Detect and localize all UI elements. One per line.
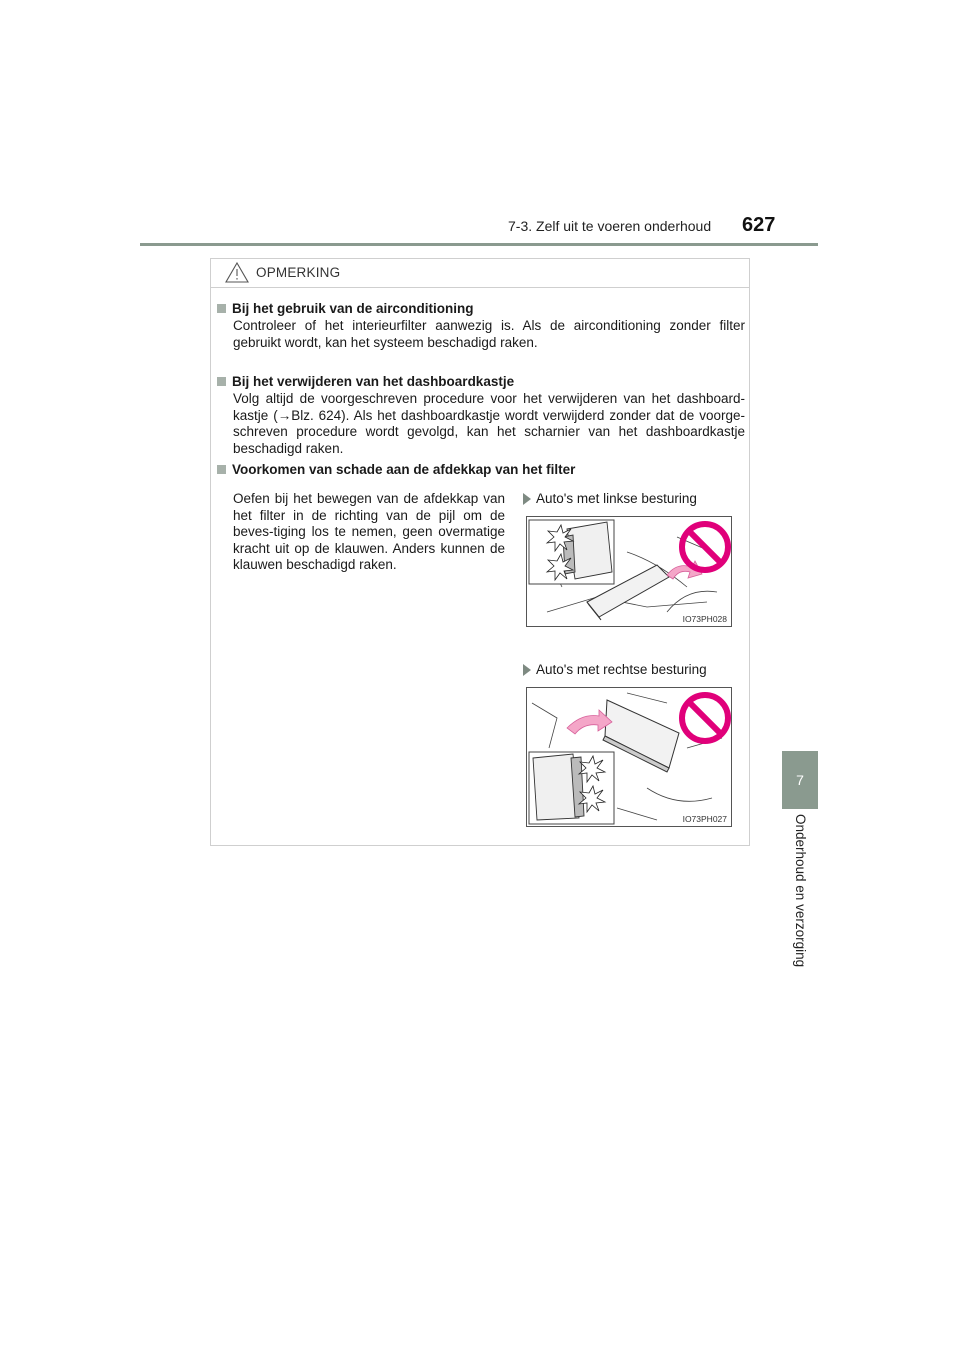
chapter-number: 7: [796, 772, 804, 788]
figure-lhd: [526, 516, 732, 627]
figure-caption-lhd: [523, 491, 697, 506]
section-title-text: Voorkomen van schade aan de afdekkap van het filter: [232, 462, 576, 477]
notice-box: [210, 258, 750, 846]
section-title: [217, 374, 745, 389]
filter-cover-text: Oefen bij het bewegen van de afdekkap van het filter in de richting van de pijl om de beves-tiging los te nemen, geen overmatige kracht uit op de klauwen. Anders kunnen de klauwen beschadigd raken.: [233, 491, 505, 572]
section-title: [217, 462, 745, 477]
chapter-tab: [782, 751, 818, 809]
header-rule: [140, 243, 818, 246]
filter-cover-rhd-illustration: [527, 688, 731, 826]
caption-text: Auto's met linkse besturing: [536, 491, 697, 506]
warning-triangle-icon: [225, 262, 249, 283]
section-title-text: Bij het verwijderen van het dashboardkastje: [232, 374, 515, 389]
figure-rhd: [526, 687, 732, 827]
figure-caption-rhd: [523, 662, 707, 677]
notice-section-aircon: [217, 301, 745, 351]
bullet-square-icon: [217, 465, 226, 474]
caption-arrow-icon: [523, 664, 531, 676]
notice-header: [211, 259, 749, 288]
notice-section-glovebox: [217, 374, 745, 457]
prohibition-icon: [682, 524, 728, 570]
figure-code: IO73PH028: [682, 614, 727, 624]
notice-section-filter-cover: [217, 462, 745, 477]
section-body: Controleer of het interieurfilter aanwezig is. Als de airconditioning zonder filter gebruikt wordt, kan het systeem beschadigd raken.: [233, 318, 745, 350]
caption-text: Auto's met rechtse besturing: [536, 662, 707, 677]
figure-code: IO73PH027: [682, 814, 727, 824]
caption-arrow-icon: [523, 493, 531, 505]
prohibition-icon: [682, 695, 728, 741]
bullet-square-icon: [217, 304, 226, 313]
bullet-square-icon: [217, 377, 226, 386]
page-number: 627: [742, 214, 776, 236]
chapter-label: Onderhoud en verzorging: [793, 814, 808, 968]
filter-cover-lhd-illustration: [527, 517, 731, 626]
notice-title: OPMERKING: [256, 265, 341, 280]
header-section-title: 7-3. Zelf uit te voeren onderhoud: [508, 218, 712, 234]
section-title: [217, 301, 745, 316]
section-body: Volg altijd de voorgeschreven procedure voor het verwijderen van het dashboard-kastje (→Blz. 624). Als het dashboardkastje wordt verwijderd zonder dat de voorge-schreven procedure wordt gevolgd, kan het scharnier van het dashboardkastje beschadigd raken.: [233, 391, 745, 456]
section-title-text: Bij het gebruik van de airconditioning: [232, 301, 474, 316]
